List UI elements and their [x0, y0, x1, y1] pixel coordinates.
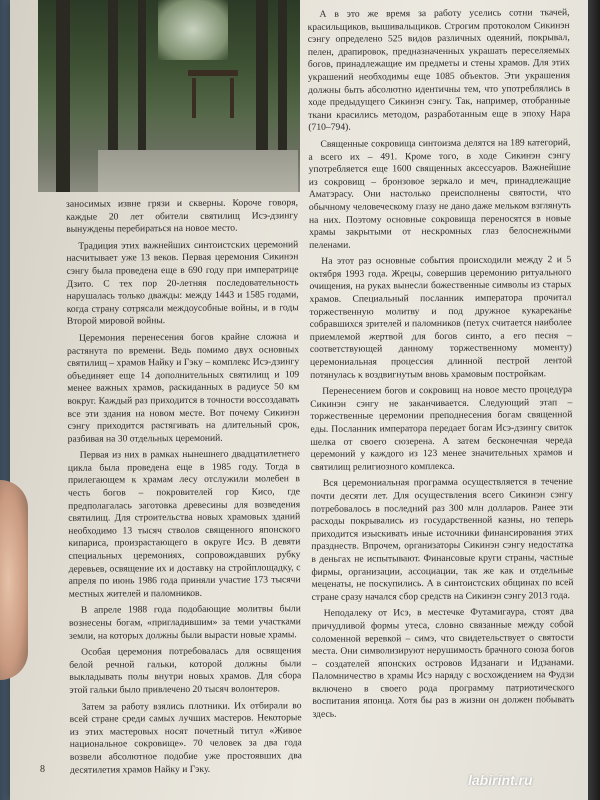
- paragraph: Священные сокровища синтоизма делятся на 189 категорий, а всего их – 491. Кроме того, в ходе Сикинэн сэнгу употребляется еще 1600 священных аксессуаров. Важнейшие из сокровищ – бронзовое зеркало и меч, принадлежащие Аматэрасу. Они настолько преисполнены святости, что обычному человеческому глазу не дано даже мельком взглянуть на них. Поэтому основные сокровища переносятся в новые храмы закрытыми от нескромных глаз белоснежными пеленами.: [308, 137, 572, 251]
- shrine-forest-photo: [38, 0, 300, 192]
- right-text-column: [308, 7, 575, 725]
- paragraph: В апреле 1988 года подобающие молитвы были вознесены богам, «пригладившим» за теми участками земли, на которых должны были вырасти новые храмы.: [68, 603, 301, 642]
- paragraph: Вся церемониальная программа осуществляется в течение почти десяти лет. Для осуществления всего Сикинэн сэнгу потребовалось в последний раз 300 млн долларов. Ранее эти расходы покрывались из государственной казны, но теперь приходится изыскивать иные источники финансирования этих празднеств. Впрочем, организаторы Сикинэн сэнгу недостатка в деньгах не испытывают. Финансовые круги страны, частные фирмы, организации, ассоциации, так же как и отдельные меценаты, не поскупились. А в синтоистских общинах по всей стране сразу начался сбор средств на Сикинэн сэнгу 2013 года.: [310, 476, 574, 603]
- page-number: 8: [40, 764, 45, 775]
- paragraph: А в это же время за работу уселись сотни ткачей, красильщиков, вышивальщиков. Строгим протоколом Сикинэн сэнгу определено 525 видов различных одеяний, покрывал, пелен, драпировок, предназначенных украшать переселяемых богов, принадлежащие им предметы и стены храмов. Для этих украшений необходимы еще 1085 объектов. Эти украшения должны быть абсолютно идентичны тем, что употреблялись в ходе предыдущего Сикинэн сэнгу. Так, например, отобранные ткани красились методом, разработанным еще в эпоху Нара (710–794).: [307, 7, 571, 134]
- finger-holding-page: [0, 480, 28, 680]
- paragraph: Перенесением богов и сокровищ на новое место процедура Сикинэн сэнгу не заканчивается. Следующий этап – торжественные церемонии преподнесения богам священной еды. Посланник императора передает богам Исэ-дзингу свиток шелка от своего сюзерена. А затем бесконечная череда церемоний у каждого из 123 менее значительных храмов и святилищ религиозного комплекса.: [310, 384, 573, 473]
- paragraph: На этот раз основные события происходили между 2 и 5 октября 1993 года. Жрецы, совершив церемонию ритуального очищения, на руках вынесли божественные символы из старых храмов. Специальный посланник императора прочитал торжественную молитву и под дружное кукареканье собравшихся зрителей и паломников (петух считается наиболее приемлемой жертвой для богов синто, а его песня – соответствующей данному торжественному моменту) церемониальная процессия длинной пестрой лентой потянулась к воздвигнутым вновь храмовым постройкам.: [309, 254, 573, 381]
- book-page: [10, 0, 588, 800]
- paragraph: заносимых извне грязи и скверны. Короче говоря, каждые 20 лет обители святилищ Исэ-дзингу вынуждены перебираться на новое место.: [65, 197, 299, 236]
- background-right-edge: [588, 0, 600, 800]
- paragraph: Церемония перенесения богов крайне сложна и растянута по времени. Ведь помимо двух основных святилищ – храмов Найку и Гэку – комплекс Исэ-дзингу объединяет еще 14 дополнительных святилищ и 109 менее важных храмов, раскиданных в радиусе 50 км вокруг. Каждый раз приходится в точности воссоздавать все эти здания на новом месте. Вот почему Сикинэн сэнгу приходится растягивать на длительный срок, разбивая на 30 отдельных церемоний.: [66, 331, 300, 445]
- paragraph: Первая из них в рамках нынешнего двадцатилетнего цикла была проведена еще в 1985 году. Тогда в прилегающем к храмам лесу отслужили молебен в честь богов – покровителей гор Кисо, где предполагалась заготовка древесины для возведения святилищ. Для строительства новых храмовых зданий необходимо 13 тысяч стволов священного японского кипариса, произрастающего в округе Исэ. В девяти специальных церемониях, сопровождавших рубку деревьев, освящение их и доставку на стройплощадку, с апреля по июнь 1986 года приняли участие 173 тысячи местных жителей и паломников.: [67, 448, 301, 600]
- paragraph: Особая церемония потребовалась для освящения белой речной гальки, которой должны были выкладывать полы внутри новых храмов. Для сбора этой гальки было привлечено 20 тысяч волонтеров.: [69, 645, 302, 696]
- paragraph: Традиция этих важнейших синтоистских церемоний насчитывает уже 13 веков. Первая церемония Сикинэн сэнгу была проведена еще в 690 году при императрице Дзито. С тех пор 20-летняя последовательность нарушалась только дважды: между 1443 и 1585 годами, когда страну сотрясали междоусобные войны, и в годы Второй мировой войны.: [66, 238, 299, 328]
- watermark: labirint.ru: [468, 772, 533, 788]
- left-text-column: [66, 197, 302, 781]
- paragraph: Затем за работу взялись плотники. Их отбирали во всей стране среди самых лучших мастеров. Некоторые из этих мастеровых носят почетный титул «Живое национальное сокровище». 70 человек за два года возвели абсолютное подобие уже простоявших два десятилетия храмов Найку и Гэку.: [69, 699, 302, 776]
- paragraph: Неподалеку от Исэ, в местечке Футамигаура, стоят два причудливой формы утеса, словно связанные между собой соломенной веревкой – симэ, что свидетельствует о святости места. Они символизируют нерушимость брачного союза богов – создателей японских островов Идзанаги и Идзанами. Паломничество в храмы Исэ наряду с восхождением на Фудзи включено в своего рода программу патриотического воспитания японца. Хотя бы раз в жизни он должен побывать здесь.: [311, 606, 575, 720]
